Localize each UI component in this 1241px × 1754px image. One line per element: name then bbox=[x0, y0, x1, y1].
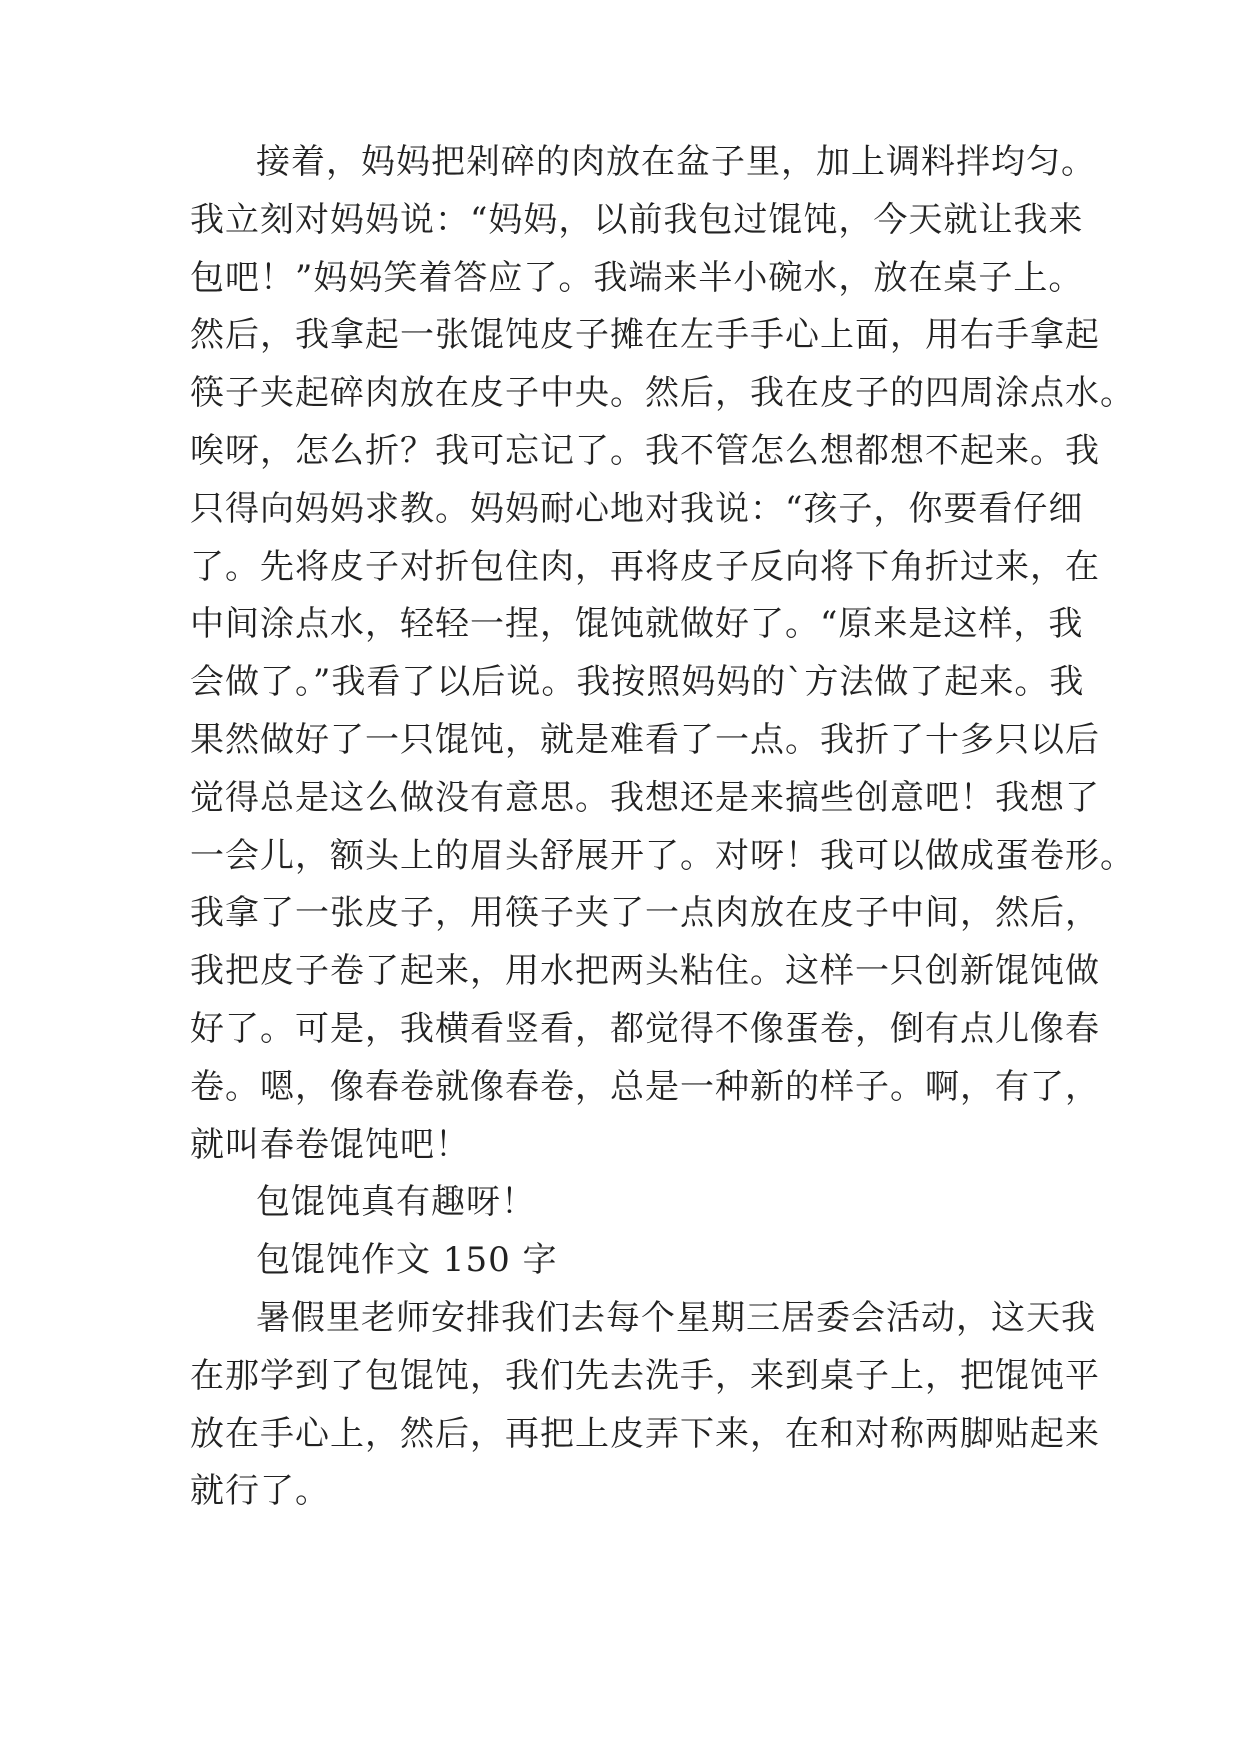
paragraph-line: 了。先将皮子对折包住肉，再将皮子反向将下角折过来，在 bbox=[190, 546, 1100, 587]
paragraph-line: 就叫春卷馄饨吧！ bbox=[190, 1124, 470, 1165]
section-title: 包馄饨作文 150 字 bbox=[256, 1240, 558, 1281]
paragraph-line: 只得向妈妈求教。妈妈耐心地对我说：“孩子，你要看仔细 bbox=[190, 488, 1084, 529]
paragraph-line: 放在手心上，然后，再把上皮弄下来，在和对称两脚贴起来 bbox=[190, 1413, 1100, 1454]
paragraph-line: 我把皮子卷了起来，用水把两头粘住。这样一只创新馄饨做 bbox=[190, 951, 1100, 992]
paragraph-line: 果然做好了一只馄饨，就是难看了一点。我折了十多只以后 bbox=[190, 719, 1100, 760]
paragraph-line: 包馄饨真有趣呀！ bbox=[256, 1182, 536, 1223]
paragraph-line: 好了。可是，我横看竖看，都觉得不像蛋卷，倒有点儿像春 bbox=[190, 1008, 1100, 1049]
paragraph-line: 我立刻对妈妈说：“妈妈，以前我包过馄饨，今天就让我来 bbox=[190, 199, 1084, 240]
paragraph-line: 唉呀，怎么折？我可忘记了。我不管怎么想都想不起来。我 bbox=[190, 430, 1100, 471]
paragraph-line: 在那学到了包馄饨，我们先去洗手，来到桌子上，把馄饨平 bbox=[190, 1355, 1100, 1396]
paragraph-line: 暑假里老师安排我们去每个星期三居委会活动，这天我 bbox=[256, 1297, 1096, 1338]
paragraph-line: 会做了。”我看了以后说。我按照妈妈的`方法做了起来。我 bbox=[190, 662, 1085, 703]
paragraph-line: 觉得总是这么做没有意思。我想还是来搞些创意吧！我想了 bbox=[190, 777, 1100, 818]
document-body bbox=[190, 134, 1135, 1521]
paragraph-line: 包吧！”妈妈笑着答应了。我端来半小碗水，放在桌子上。 bbox=[190, 257, 1084, 298]
paragraph-line: 筷子夹起碎肉放在皮子中央。然后，我在皮子的四周涂点水。 bbox=[190, 373, 1135, 414]
paragraph-line: 就行了。 bbox=[190, 1471, 330, 1512]
paragraph-line: 中间涂点水，轻轻一捏，馄饨就做好了。“原来是这样，我 bbox=[190, 604, 1084, 645]
paragraph-line: 接着，妈妈把剁碎的肉放在盆子里，加上调料拌均匀。 bbox=[256, 142, 1096, 182]
paragraph-line: 然后，我拿起一张馄饨皮子摊在左手手心上面，用右手拿起 bbox=[190, 315, 1100, 356]
paragraph-line: 卷。嗯，像春卷就像春卷，总是一种新的样子。啊，有了， bbox=[190, 1066, 1100, 1107]
paragraph-line: 我拿了一张皮子，用筷子夹了一点肉放在皮子中间，然后， bbox=[190, 893, 1100, 934]
paragraph-line: 一会儿，额头上的眉头舒展开了。对呀！我可以做成蛋卷形。 bbox=[190, 835, 1135, 876]
